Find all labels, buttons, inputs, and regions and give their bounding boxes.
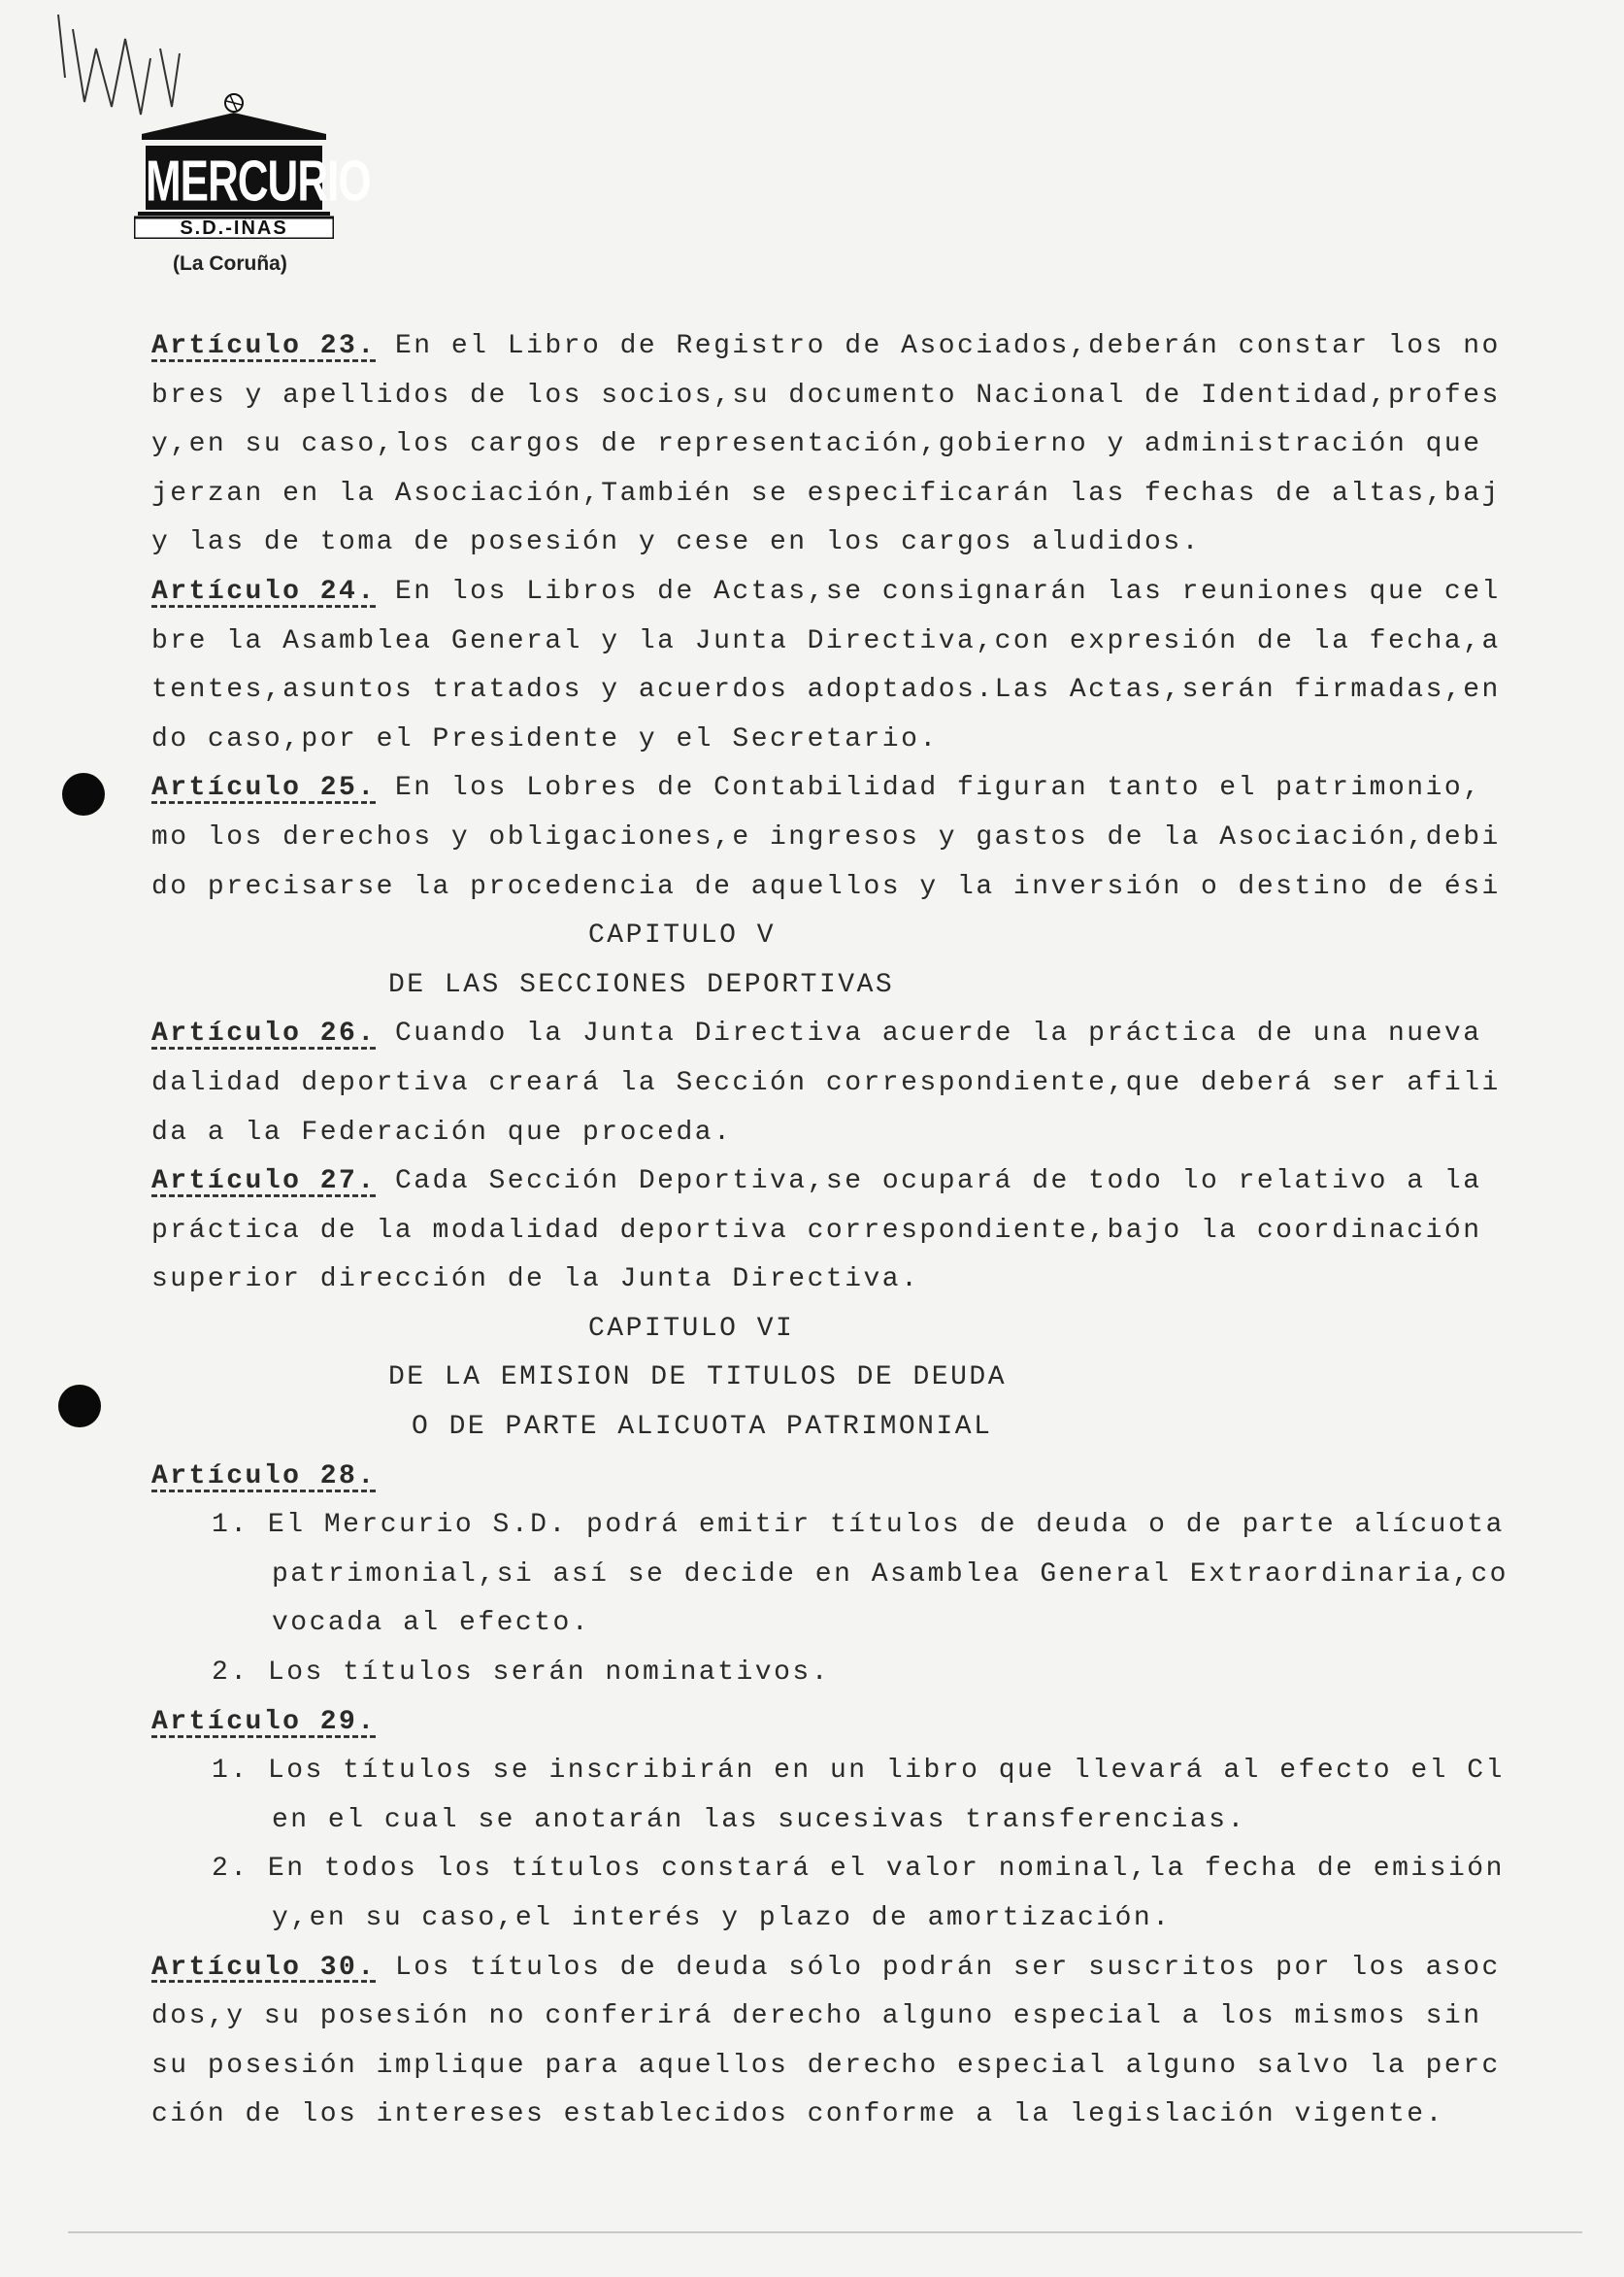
numbered-item: 2. Los títulos serán nominativos.: [212, 1658, 830, 1689]
numbered-item: 1. Los títulos se inscribirán en un libro que llevará al efecto el Cl: [212, 1756, 1505, 1787]
text-segment: En los Libros de Actas,se consignarán las reuniones que cel: [376, 576, 1501, 607]
text-line: superior dirección de la Junta Directiva.: [151, 1264, 920, 1295]
punch-hole-bottom: [58, 1385, 101, 1427]
article-heading: Artículo 27.: [151, 1166, 377, 1197]
article-heading: Artículo 24.: [151, 576, 377, 607]
text-line: [151, 1698, 1578, 1748]
text-line: en el cual se anotarán las sucesivas transferencias.: [272, 1804, 1246, 1835]
text-line: mo los derechos y obligaciones,e ingresos y gastos de la Asociación,debi: [151, 821, 1501, 853]
text-line: patrimonial,si así se decide en Asamblea General Extraordinaria,co: [272, 1558, 1508, 1590]
logo-city: (La Coruña): [173, 252, 287, 275]
text-line: da a la Federación que proceda.: [151, 1117, 733, 1148]
text-line: tentes,asuntos tratados y acuerdos adoptados.Las Actas,serán firmadas,en: [151, 675, 1501, 706]
punch-hole-top: [62, 773, 105, 816]
text-line: ción de los intereses establecidos conforme a la legislación vigente.: [151, 2099, 1444, 2130]
chapter-subtitle: DE LAS SECCIONES DEPORTIVAS: [388, 969, 895, 1000]
logo-club: S.D.-IÑAS: [180, 218, 288, 239]
article-heading: Artículo 28.: [151, 1460, 377, 1491]
text-segment: Los títulos de deuda sólo podrán ser suscritos por los asoc: [376, 1952, 1501, 1983]
text-line: dos,y su posesión no conferirá derecho alguno especial a los mismos sin: [151, 2001, 1482, 2032]
text-segment: En el Libro de Registro de Asociados,deberán constar los no: [376, 331, 1501, 361]
text-line: [151, 764, 1578, 814]
numbered-item: 1. El Mercurio S.D. podrá emitir títulos de deuda o de parte alícuota: [212, 1510, 1505, 1541]
text-line: [151, 1010, 1578, 1059]
logo-name: MERCURIO: [146, 150, 371, 215]
article-heading: Artículo 25.: [151, 773, 377, 804]
chapter-subtitle: DE LA EMISION DE TITULOS DE DEUDA: [388, 1362, 1007, 1393]
text-line: [151, 1157, 1578, 1207]
text-line: [151, 1944, 1578, 1993]
chapter-title: CAPITULO V: [588, 921, 777, 952]
article-heading: Artículo 23.: [151, 331, 377, 361]
text-line: práctica de la modalidad deportiva correspondiente,bajo la coordinación: [151, 1215, 1482, 1246]
article-heading: Artículo 29.: [151, 1706, 377, 1737]
text-line: [151, 568, 1578, 618]
text-segment: En los Lobres de Contabilidad figuran tanto el patrimonio,: [376, 773, 1482, 804]
article-heading: Artículo 30.: [151, 1952, 377, 1983]
text-line: su posesión implique para aquellos derecho especial alguno salvo la perc: [151, 2050, 1501, 2081]
text-line: do caso,por el Presidente y el Secretario.: [151, 723, 939, 754]
text-line: y,en su caso,los cargos de representación,gobierno y administración que: [151, 429, 1482, 460]
text-segment: Cada Sección Deportiva,se ocupará de todo lo relativo a la: [376, 1166, 1482, 1197]
text-line: vocada al efecto.: [272, 1608, 591, 1639]
text-line: y las de toma de posesión y cese en los cargos aludidos.: [151, 527, 1201, 558]
chapter-subtitle: O DE PARTE ALICUOTA PATRIMONIAL: [412, 1412, 993, 1443]
text-line: dalidad deportiva creará la Sección correspondiente,que deberá ser afili: [151, 1067, 1501, 1098]
numbered-item: 2. En todos los títulos constará el valor nominal,la fecha de emisión: [212, 1854, 1505, 1885]
text-line: [151, 1453, 1578, 1502]
text-line: jerzan en la Asociación,También se especificarán las fechas de altas,baj: [151, 478, 1501, 509]
text-line: do precisarse la procedencia de aquellos y la inversión o destino de ési: [151, 871, 1501, 902]
page-bottom-edge: [68, 2231, 1582, 2233]
text-line: bre la Asamblea General y la Junta Directiva,con expresión de la fecha,a: [151, 625, 1501, 656]
text-segment: Cuando la Junta Directiva acuerde la práctica de una nueva: [376, 1019, 1482, 1050]
statutes-text: [151, 322, 1578, 2140]
text-line: bres y apellidos de los socios,su documento Nacional de Identidad,profes: [151, 380, 1501, 411]
club-logo: [134, 93, 371, 239]
text-line: [151, 322, 1578, 372]
chapter-title: CAPITULO VI: [588, 1313, 795, 1344]
article-heading: Artículo 26.: [151, 1019, 377, 1050]
text-line: y,en su caso,el interés y plazo de amortización.: [272, 1903, 1172, 1933]
